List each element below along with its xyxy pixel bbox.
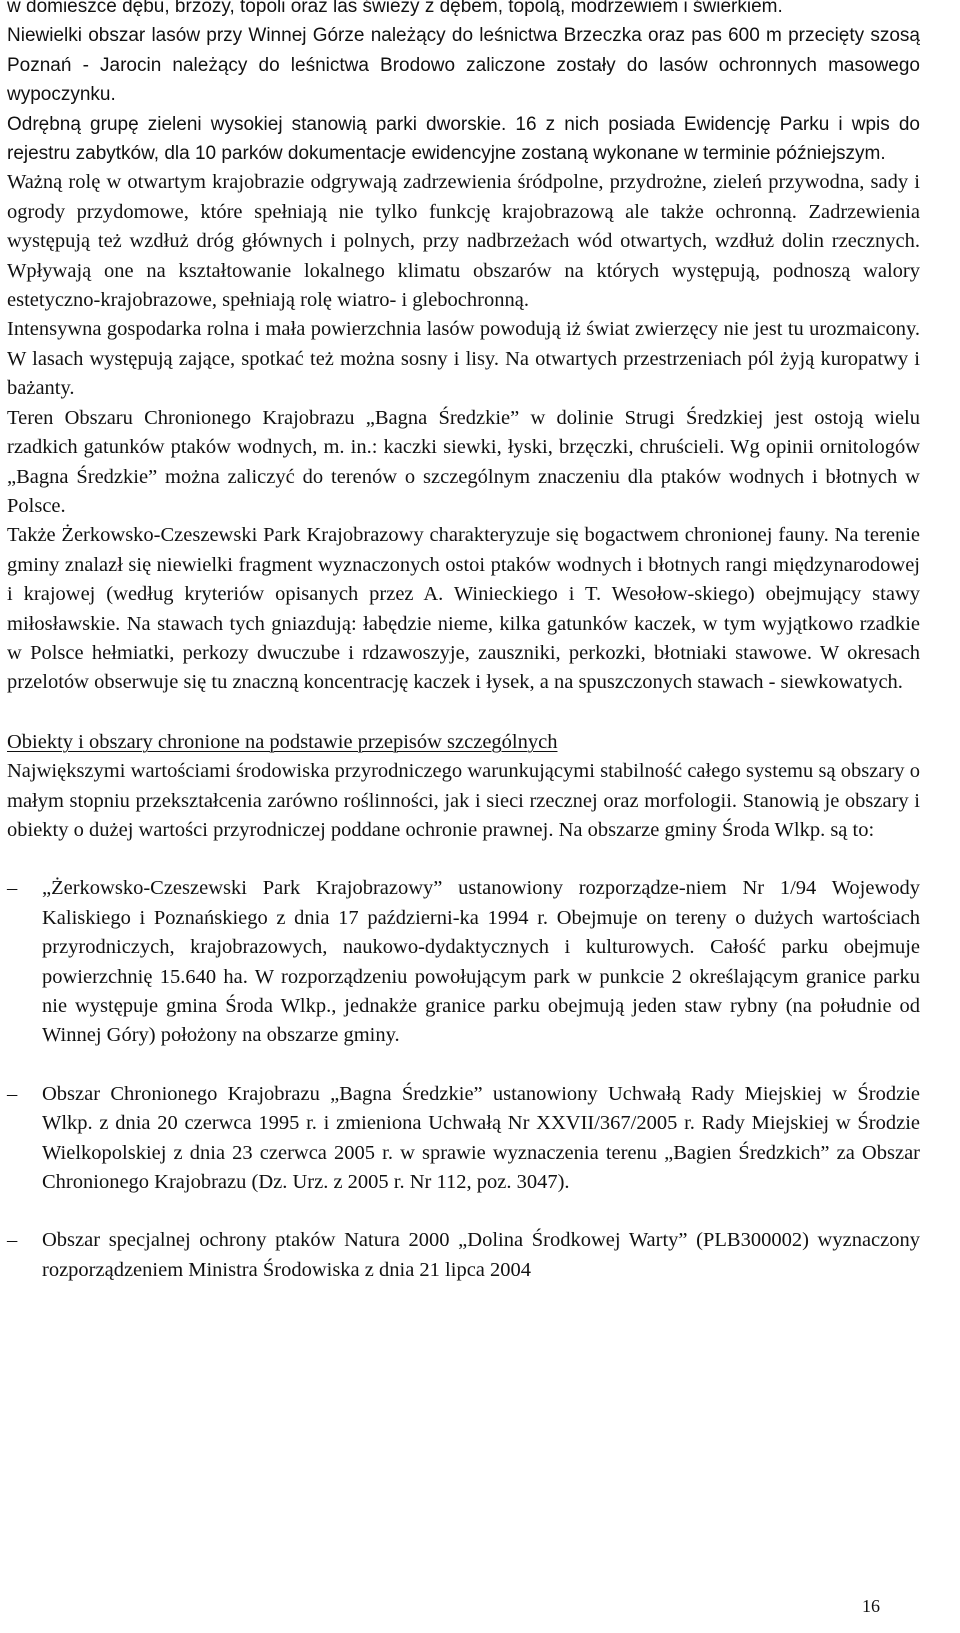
list-item-text: Obszar specjalnej ochrony ptaków Natura 2000 „Dolina Środkowej Warty” (PLB300002) wyznaczony rozporządzeniem Ministra Środowiska z dnia 21 lipca 2004: [42, 1229, 920, 1281]
paragraph-tree-stands: Ważną rolę w otwartym krajobrazie odgrywają zadrzewienia śródpolne, przydrożne, zieleń przywodna, sady i ogrody przydomowe, które spełniają nie tylko funkcję krajobrazową ale także ochronną. Zadrzewienia występują też wzdłuż dróg głównych i polnych, przy nadbrzeżach wód otwartych, wzdłuż dolin rzecznych. Wpływają one na kształtowanie lokalnego klimatu obszarów na których występują, podnoszą walory estetyczno-krajobrazowe, spełniają rolę wiatro- i glebochronną.: [7, 171, 920, 312]
protected-areas-list: [7, 874, 920, 1285]
section-intro: Największymi wartościami środowiska przyrodniczego warunkującymi stabilność całego systemu są obszary o małym stopniu przekształcenia zarówno roślinności, jak i sieci rzecznej oraz morfologii. Stanowią je obszary i obiekty o dużej wartości przyrodniczej poddane ochronie prawnej. Na obszarze gminy Środa Wlkp. są to:: [7, 760, 920, 841]
page-number: 16: [862, 1596, 880, 1616]
paragraph-bagna-sredzkie: Teren Obszaru Chronionego Krajobrazu „Bagna Średzkie” w dolinie Strugi Średzkiej jest ostoją wielu rzadkich gatunków ptaków wodnych, m. in.: kaczki siewki, łyski, brzęczki, chruścieli. Wg opinii ornitologów „Bagna Średzkie” można zaliczyć do terenów o szczególnym znaczeniu dla ptaków wodnych i błotnych w Polsce.: [7, 406, 920, 517]
paragraph-landscape-park-fauna: Także Żerkowsko-Czeszewski Park Krajobrazowy charakteryzuje się bogactwem chronionej fauny. Na terenie gminy znalazł się niewielki fragment wyznaczonych ostoi ptaków wodnych i błotnych rangi międzynarodowej i krajowej (według kryteriów opisanych przez A. Winieckiego i T. Wesołow-skiego) obejmujący stawy miłosławskie. Na stawach tych gniazdują: łabędzie nieme, kilka gatunków kaczek, w tym wyjątkowo rzadkie w Polsce hełmiatki, perkozy dwuczube i rdzawoszyje, zauszniki, perkozki, błotniaki stawowe. W okresach przelotów obserwuje się tu znaczną koncentrację kaczek i łysek, a na spuszczonych stawach - siewkowatych.: [7, 524, 920, 694]
paragraph-animal-world: Intensywna gospodarka rolna i mała powierzchnia lasów powodują iż świat zwierzęcy nie jest tu urozmaicony. W lasach występują zające, spotkać też można sosny i lisy. Na otwartych przestrzeniach pól żyją kuropatwy i bażanty.: [7, 318, 920, 400]
list-item: [7, 874, 920, 1050]
paragraph-manor-parks: Odrębną grupę zieleni wysokiej stanowią parki dworskie. 16 z nich posiada Ewidencję Parku i wpis do rejestru zabytków, dla 10 parków dokumentacje ewidencyjne zostaną wykonane w terminie późniejszym.: [7, 113, 920, 165]
bullet-dash: –: [7, 1229, 18, 1252]
list-item-text: „Żerkowsko-Czeszewski Park Krajobrazowy” ustanowiony rozporządze-niem Nr 1/94 Wojewody Kaliskiego i Poznańskiego z dnia 17 październi-ka 1994 r. Obejmuje on tereny o dużych wartościach przyrodniczych, krajobrazowych, naukowo-dydaktycznych i kulturowych. Całość parku obejmuje powierzchnię 15.640 ha. W rozporządzeniu powołującym park w punkcie 2 określającym granice parku nie występuje gmina Środa Wlkp., jednakże granice parku obejmują jeden staw rybny (na południe od Winnej Góry) położony na obszarze gminy.: [42, 877, 920, 1047]
paragraph-forest-composition: w domieszce dębu, brzozy, topoli oraz las świeży z dębem, topolą, modrzewiem i świerkiem.: [7, 0, 783, 17]
bullet-dash: –: [7, 877, 18, 900]
list-item-text: Obszar Chronionego Krajobrazu „Bagna Średzkie” ustanowiony Uchwałą Rady Miejskiej w Środzie Wlkp. z dnia 20 czerwca 1995 r. i zmieniona Uchwałą Nr XXVII/367/2005 r. Rady Miejskiej w Środzie Wielkopolskiej z dnia 23 czerwca 2005 r. w sprawie wyznaczenia terenu „Bagien Średzkich” za Obszar Chronionego Krajobrazu (Dz. Urz. z 2005 r. Nr 112, poz. 3047).: [42, 1082, 920, 1194]
list-item: [7, 1080, 920, 1198]
document-body: [7, 0, 920, 1285]
paragraph-protective-forests: Niewielki obszar lasów przy Winnej Górze należący do leśnictwa Brzeczka oraz pas 600 m przecięty szosą Poznań - Jarocin należący do leśnictwa Brodowo zaliczone zostały do lasów ochronnych masowego wypoczynku.: [7, 25, 920, 106]
bullet-dash: –: [7, 1082, 18, 1105]
list-item: [7, 1226, 920, 1285]
section-heading: Obiekty i obszary chronione na podstawie przepisów szczególnych: [7, 730, 558, 753]
